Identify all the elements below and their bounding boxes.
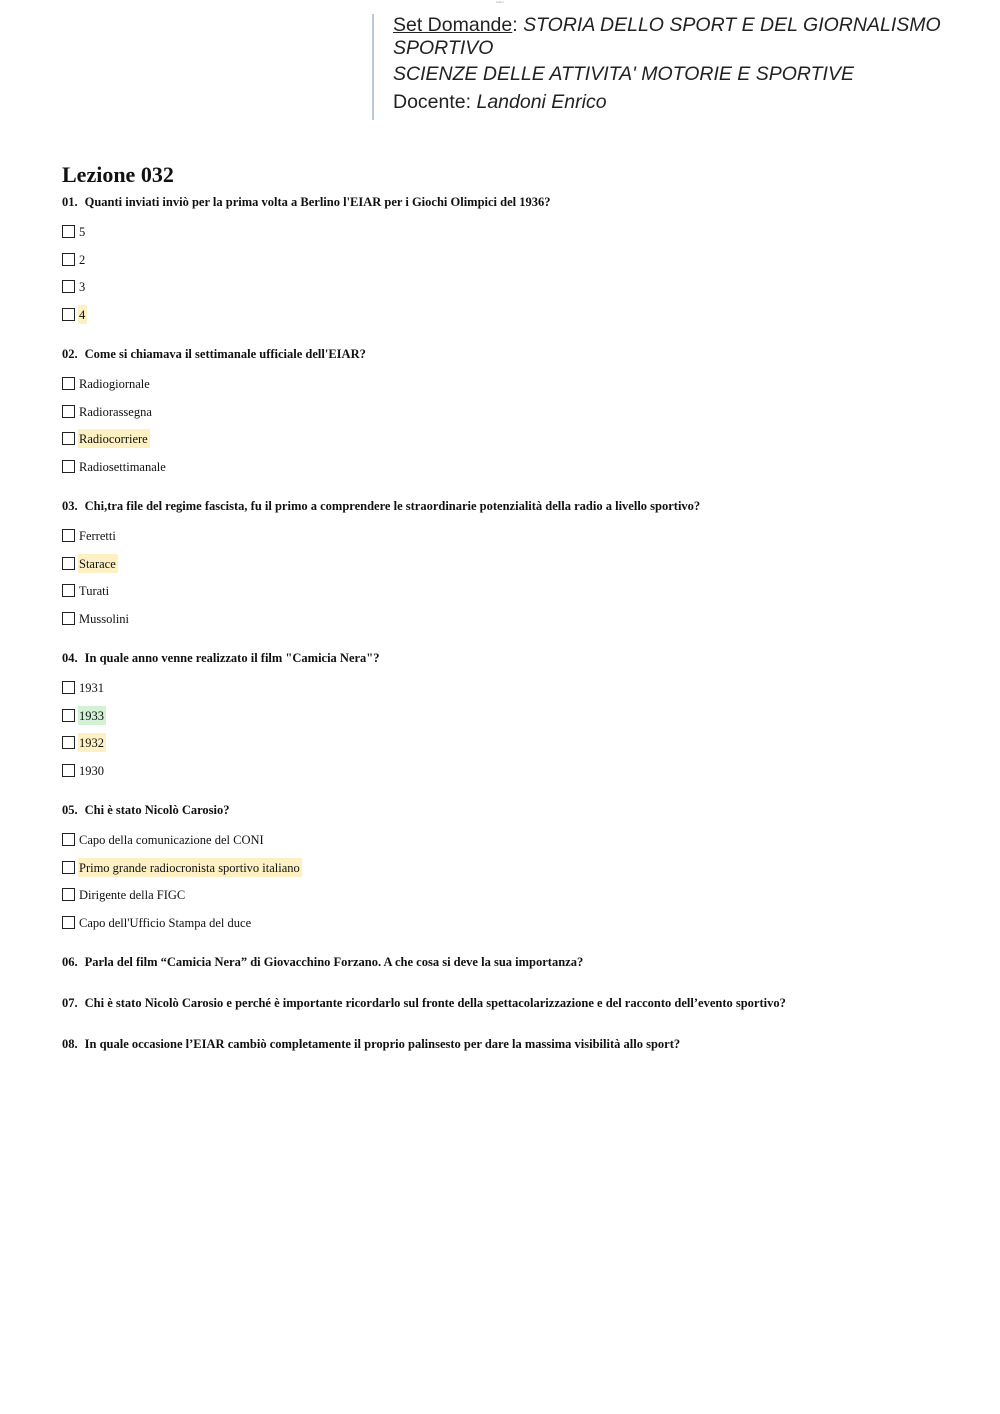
course-title: STORIA DELLO SPORT E DEL GIORNALISMO — [523, 14, 941, 36]
document-header — [372, 14, 972, 120]
answer-option-label: 3 — [79, 280, 86, 295]
answer-option[interactable] — [62, 273, 942, 301]
answer-option-label: Radiogiornale — [79, 377, 150, 392]
answer-option[interactable] — [62, 881, 942, 909]
questions-content — [62, 160, 942, 1077]
answer-option-label: 1932 — [78, 733, 106, 752]
teacher-label: Docente: — [393, 91, 472, 113]
answer-option-label: Capo dell'Ufficio Stampa del duce — [79, 915, 252, 930]
multiple-choice-questions — [62, 194, 942, 936]
answer-option[interactable] — [62, 398, 942, 426]
question-label: Chi è stato Nicolò Carosio? — [84, 803, 230, 817]
checkbox-icon[interactable] — [62, 225, 75, 238]
question-label: In quale anno venne realizzato il film "Camicia Nera"? — [84, 651, 380, 665]
question-label: Chi è stato Nicolò Carosio e perché è importante ricordarlo sul fronte della spettacolarizzazione e del racconto dell’evento sportivo? — [84, 996, 786, 1010]
question-number: 04. — [62, 651, 78, 665]
answer-option-label: Mussolini — [79, 611, 130, 626]
question-number: 02. — [62, 347, 78, 361]
answer-option[interactable] — [62, 246, 942, 274]
question-label: Chi,tra file del regime fascista, fu il primo a comprendere le straordinarie potenzialità della radio a livello sportivo? — [84, 499, 701, 513]
open-question — [62, 954, 942, 970]
answer-option[interactable] — [62, 301, 942, 329]
answer-option[interactable] — [62, 550, 942, 578]
answer-option[interactable] — [62, 218, 942, 246]
checkbox-icon[interactable] — [62, 280, 75, 293]
checkbox-icon[interactable] — [62, 460, 75, 473]
answer-option-label: 1930 — [79, 763, 104, 778]
checkbox-icon[interactable] — [62, 916, 75, 929]
teacher-name: Landoni Enrico — [476, 91, 607, 113]
open-questions — [62, 954, 942, 1052]
question-block — [62, 802, 942, 936]
answer-option-label: Capo della comunicazione del CONI — [79, 833, 264, 848]
course-title-line — [393, 14, 972, 37]
question-block — [62, 498, 942, 632]
answer-option[interactable] — [62, 757, 942, 785]
checkbox-icon[interactable] — [62, 308, 75, 321]
answer-option-label: 4 — [78, 305, 87, 324]
question-block — [62, 650, 942, 784]
question-block — [62, 346, 942, 480]
checkbox-icon[interactable] — [62, 681, 75, 694]
answer-option[interactable] — [62, 453, 942, 481]
checkbox-icon[interactable] — [62, 736, 75, 749]
checkbox-icon[interactable] — [62, 833, 75, 846]
checkbox-icon[interactable] — [62, 861, 75, 874]
answer-option-label: 1933 — [78, 706, 106, 725]
question-number: 08. — [62, 1037, 78, 1051]
course-title-continuation: SPORTIVO — [393, 37, 494, 59]
question-label: In quale occasione l’EIAR cambiò completamente il proprio palinsesto per dare la massima visibilità allo sport? — [84, 1037, 681, 1051]
question-label: Come si chiamava il settimanale ufficiale dell'EIAR? — [84, 347, 366, 361]
question-text — [62, 802, 942, 818]
answer-option[interactable] — [62, 854, 942, 882]
answer-option-label: Dirigente della FIGC — [79, 888, 186, 903]
question-text — [62, 346, 942, 362]
checkbox-icon[interactable] — [62, 405, 75, 418]
answer-option[interactable] — [62, 577, 942, 605]
answer-option[interactable] — [62, 425, 942, 453]
open-question — [62, 995, 942, 1011]
answer-option-label: Turati — [79, 584, 110, 599]
answer-option[interactable] — [62, 370, 942, 398]
answer-option-label: Primo grande radiocronista sportivo italiano — [78, 858, 302, 877]
answer-option-label: Ferretti — [79, 529, 116, 544]
page-top-mark: Indice — [496, 0, 504, 4]
question-number: 01. — [62, 195, 78, 209]
lesson-title: Lezione 032 — [62, 162, 174, 187]
question-label: Quanti inviati inviò per la prima volta a Berlino l'EIAR per i Giochi Olimpici del 1936? — [84, 195, 551, 209]
question-number: 05. — [62, 803, 78, 817]
answer-option[interactable] — [62, 909, 942, 937]
answer-option[interactable] — [62, 702, 942, 730]
set-domande-label: Set Domande — [393, 14, 513, 36]
answer-option[interactable] — [62, 729, 942, 757]
answer-option-label: 2 — [79, 252, 86, 267]
checkbox-icon[interactable] — [62, 377, 75, 390]
answer-option-label: 1931 — [79, 681, 104, 696]
question-number: 07. — [62, 996, 78, 1010]
degree-name: SCIENZE DELLE ATTIVITA' MOTORIE E SPORTIVE — [393, 63, 854, 85]
answer-option-label: 5 — [79, 225, 86, 240]
set-domande-colon: : — [512, 14, 518, 36]
question-block — [62, 194, 942, 328]
checkbox-icon[interactable] — [62, 557, 75, 570]
teacher-line — [393, 91, 972, 114]
question-text — [62, 650, 942, 666]
checkbox-icon[interactable] — [62, 612, 75, 625]
answer-option[interactable] — [62, 522, 942, 550]
answer-option-label: Radiosettimanale — [79, 459, 166, 474]
answer-option[interactable] — [62, 826, 942, 854]
open-question — [62, 1036, 942, 1052]
answer-option[interactable] — [62, 605, 942, 633]
answer-option-label: Radiocorriere — [78, 429, 150, 448]
question-text — [62, 194, 942, 210]
question-text — [62, 498, 942, 514]
checkbox-icon[interactable] — [62, 432, 75, 445]
checkbox-icon[interactable] — [62, 584, 75, 597]
checkbox-icon[interactable] — [62, 764, 75, 777]
answer-option-label: Radiorassegna — [79, 404, 152, 419]
question-number: 06. — [62, 955, 78, 969]
question-number: 03. — [62, 499, 78, 513]
checkbox-icon[interactable] — [62, 888, 75, 901]
checkbox-icon[interactable] — [62, 529, 75, 542]
answer-option-label: Starace — [78, 554, 118, 573]
answer-option[interactable] — [62, 674, 942, 702]
question-label: Parla del film “Camicia Nera” di Giovacchino Forzano. A che cosa si deve la sua importanza? — [84, 955, 584, 969]
checkbox-icon[interactable] — [62, 253, 75, 266]
checkbox-icon[interactable] — [62, 709, 75, 722]
